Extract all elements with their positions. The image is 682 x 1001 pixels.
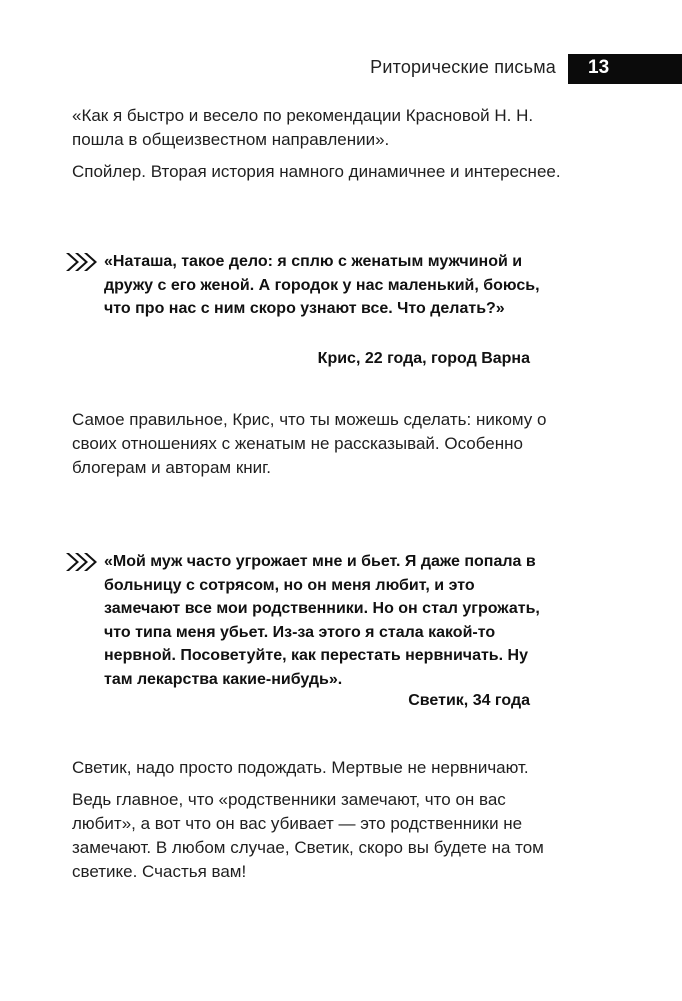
paragraph-spoiler: Спойлер. Вторая история намного динамичнее и интереснее. <box>72 162 561 181</box>
paragraph-intro: «Как я быстро и весело по рекомендации Красновой Н. Н. пошла в общеизвестном направлении». <box>72 106 534 149</box>
section-title: Риторические письма <box>370 57 556 77</box>
paragraph-answer-3: Ведь главное, что «родственники замечают, что он вас любит», а вот что он вас убивает — это родственники не замечают. В любом случае, Светик, скоро вы будете на том светике. Счастья вам! <box>72 790 544 881</box>
letter-attribution-1: Крис, 22 года, город Варна <box>317 350 530 367</box>
paragraph-answer-2: Светик, надо просто подождать. Мертвые не нервничают. <box>72 758 529 777</box>
triple-chevron-icon <box>66 253 100 271</box>
letter-quote-1: «Наташа, такое дело: я сплю с женатым мужчиной и дружу с его женой. А городок у нас маленький, боюсь, что про нас с ним скоро узнают все. Что делать?» <box>104 253 540 317</box>
triple-chevron-icon <box>66 553 100 571</box>
running-header <box>0 54 682 84</box>
page-number-box <box>568 54 682 84</box>
paragraph-answer-1: Самое правильное, Крис, что ты можешь сделать: никому о своих отношениях с женатым не рассказывай. Особенно блогерам и авторам книг. <box>72 410 547 477</box>
letter-attribution-2: Светик, 34 года <box>408 692 530 709</box>
page-number: 13 <box>588 57 610 78</box>
letter-quote-2: «Мой муж часто угрожает мне и бьет. Я даже попала в больницу с сотрясом, но он меня любит, и это замечают все мои родственники. Но он стал угрожать, что типа меня убьет. Из-за этого я стала какой-то нервной. Посоветуйте, как перестать нервничать. Ну там лекарства какие-нибудь». <box>104 553 540 688</box>
